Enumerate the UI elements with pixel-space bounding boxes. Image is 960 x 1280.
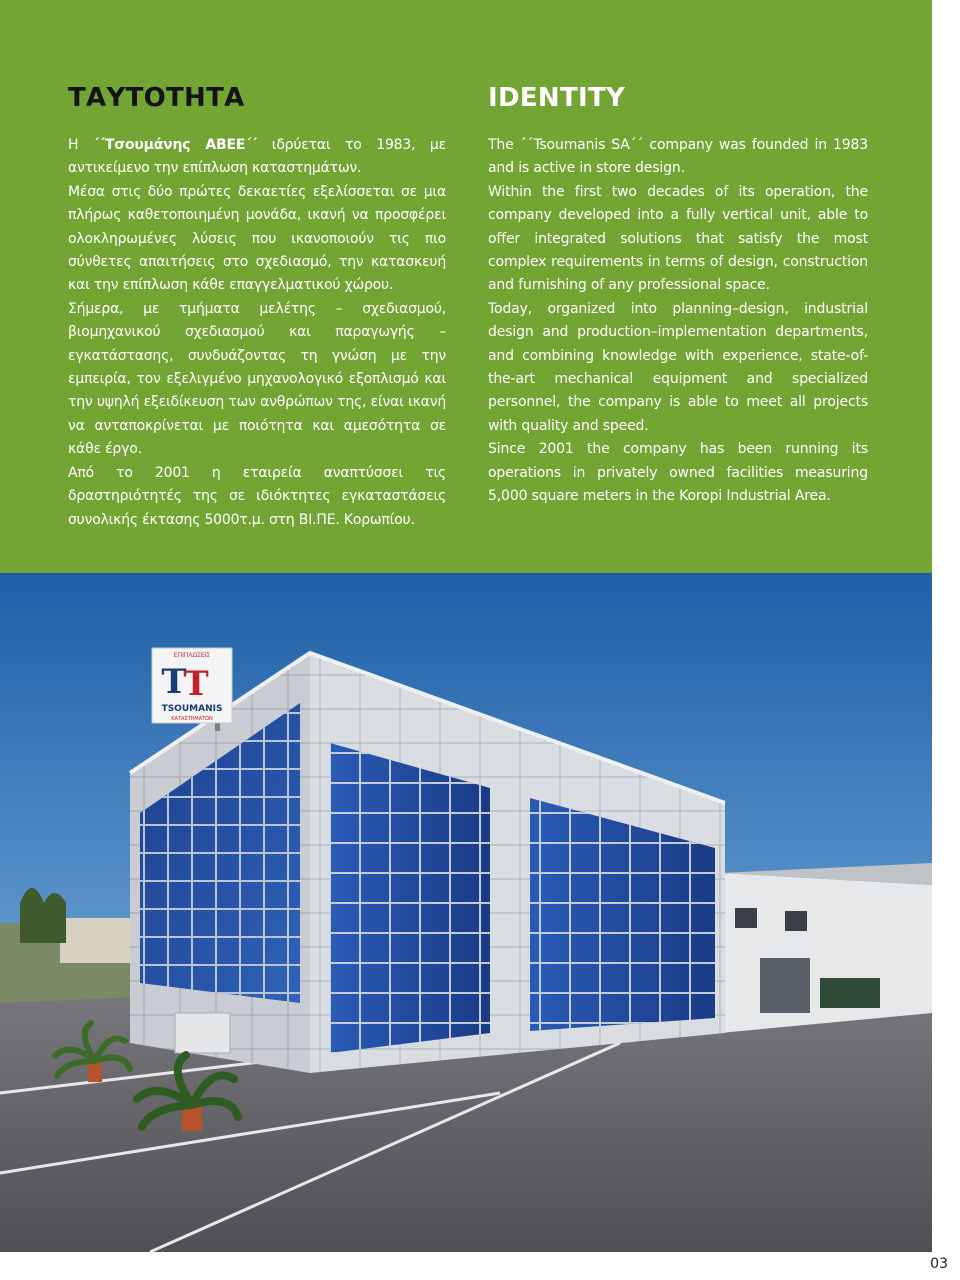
warehouse-window-1 — [735, 908, 757, 928]
english-paragraph-1: The ΄΄Tsoumanis SA΄΄ company was founded in 1983 and is active in store design. — [488, 137, 868, 177]
green-text-panel — [0, 0, 932, 573]
sign-bottom-text: ΚΑΤΑΣΤΗΜΑΤΩΝ — [171, 716, 213, 722]
english-paragraph-3: Today, organized into planning–design, industrial design and production–implementation departments, and combining knowledge with experience, state-of-the-art mechanical equipment and specialized personnel, the company is able to meet all projects with quality and speed. — [488, 300, 868, 434]
background-building — [60, 918, 130, 963]
greek-paragraph-2: Μέσα στις δύο πρώτες δεκαετίες εξελίσσεται σε μια πλήρως καθετοποιημένη μονάδα, ικανή να προσφέρει ολοκληρωμένες λύσεις που ικανοποιούν τις πιο σύνθετες απαιτήσεις στο σχεδιασμό, την κατασκευή και την επίπλωση κάθε επαγγελματικού χώρου. — [68, 183, 446, 294]
page-number: 03 — [930, 1256, 948, 1272]
english-paragraph-4: Since 2001 the company has been running its operations in privately owned facilities measuring 5,000 square meters in the Koropi Industrial Area. — [488, 441, 868, 505]
greek-column — [68, 80, 446, 532]
english-column — [488, 80, 868, 509]
english-title: IDENTITY — [488, 83, 626, 113]
warehouse-wall — [720, 873, 932, 1033]
warehouse-door — [760, 958, 810, 1013]
warehouse-hedge — [820, 978, 880, 1008]
sign-top-text: ΕΠΙΠΛΩΣΕΙΣ — [173, 652, 211, 659]
greek-p1-prefix: Η — [68, 137, 93, 153]
sign-logo-t-red: T — [183, 664, 209, 704]
building-right-glass-1-grid — [330, 743, 490, 1053]
greek-paragraph-4: Από το 2001 η εταιρεία αναπτύσσει τις δραστηριότητές της σε ιδιόκτητες εγκαταστάσεις συνολικής έκτασης 5000τ.μ. στη ΒΙ.ΠΕ. Κορωπίου. — [68, 464, 446, 528]
greek-p1-suffix: ιδρύεται το 1983, με αντικείμενο την επίπλωση καταστημάτων. — [68, 137, 446, 177]
greek-paragraph-3: Σήμερα, με τμήματα μελέτης – σχεδιασμού, βιομηχανικού σχεδιασμού και παραγωγής – εγκατάστασης, συνδυάζοντας τη γνώση με την εμπειρία, τον εξελιγμένο μηχανολογικό εξοπλισμό και την υψηλή εξειδίκευση των ανθρώπων της, είναι ικανή να ανταποκρίνεται με ποιότητα και αμεσότητα σε κάθε έργο. — [68, 300, 446, 458]
warehouse-window-2 — [785, 911, 807, 931]
building-photo — [0, 573, 932, 1252]
english-paragraph-2: Within the first two decades of its operation, the company developed into a fully vertical unit, able to offer integrated solutions that satisfy the most complex requirements in terms of design, construction and furnishing of any professional space. — [488, 183, 868, 294]
greek-company-name: ΄΄Τσουμάνης ΑΒΕΕ΄΄ — [92, 137, 258, 153]
greek-title: ΤΑΥΤΟΤΗΤΑ — [68, 83, 245, 113]
sign-logo-t-blue: T — [161, 662, 187, 702]
sign-name-text: TSOUMANIS — [161, 704, 223, 714]
greek-paragraph-1 — [68, 134, 446, 181]
building-entrance — [175, 1013, 230, 1053]
